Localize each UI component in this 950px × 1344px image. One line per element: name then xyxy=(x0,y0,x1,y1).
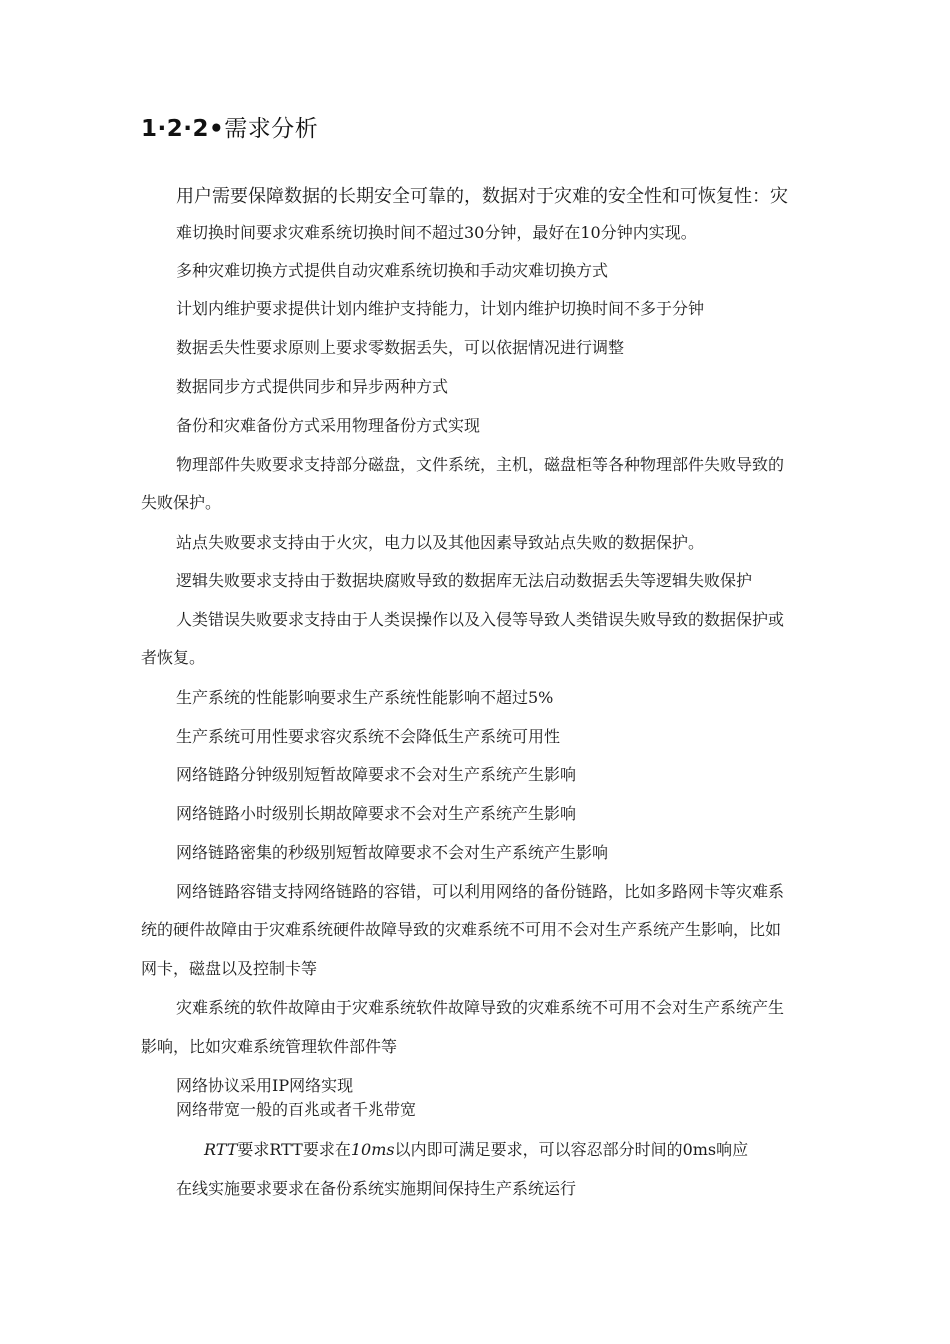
section-number: 1·2·2• xyxy=(141,116,225,142)
intro-paragraph: 用户需要保障数据的长期安全可靠的，数据对于灾难的安全性和可恢复性：灾 xyxy=(176,186,788,207)
paragraph-line: 网络协议采用IP网络实现 xyxy=(176,1076,354,1095)
paragraph-line: 物理部件失败要求支持部分磁盘，文件系统，主机，磁盘柜等各种物理部件失败导致的 xyxy=(176,455,785,474)
paragraph-line: 网络链路分钟级别短暂故障要求不会对生产系统产生影响 xyxy=(176,765,577,784)
rtt-text-2: 以内即可满足要求，可以容忍部分时间的0ms响应 xyxy=(394,1140,749,1159)
paragraph-line: 网卡，磁盘以及控制卡等 xyxy=(141,959,318,978)
paragraph-line: 数据丢失性要求原则上要求零数据丢失，可以依据情况进行调整 xyxy=(176,338,625,357)
paragraph-line: 网络链路密集的秒级别短暂故障要求不会对生产系统产生影响 xyxy=(176,843,609,862)
paragraph-line: 人类错误失败要求支持由于人类误操作以及入侵等导致人类错误失败导致的数据保护或 xyxy=(176,610,785,629)
rtt-text-1: 要求RTT要求在 xyxy=(237,1140,351,1159)
paragraph-line: 者恢复。 xyxy=(141,648,206,667)
paragraph-line-last: 在线实施要求要求在备份系统实施期间保持生产系统运行 xyxy=(176,1179,577,1198)
paragraph-line: 网络链路容错支持网络链路的容错，可以利用网络的备份链路，比如多路网卡等灾难系 xyxy=(176,882,785,901)
paragraph-line: 多种灾难切换方式提供自动灾难系统切换和手动灾难切换方式 xyxy=(176,261,609,280)
paragraph-line: 数据同步方式提供同步和异步两种方式 xyxy=(176,377,449,396)
section-heading xyxy=(141,110,318,143)
section-title: 需求分析 xyxy=(224,116,319,142)
paragraph-line: 计划内维护要求提供计划内维护支持能力，计划内维护切换时间不多于分钟 xyxy=(176,299,705,318)
paragraph-line: 难切换时间要求灾难系统切换时间不超过30分钟，最好在10分钟内实现。 xyxy=(176,223,697,242)
paragraph-line: 网络链路小时级别长期故障要求不会对生产系统产生影响 xyxy=(176,804,577,823)
paragraph-line: 生产系统的性能影响要求生产系统性能影响不超过5% xyxy=(176,688,554,707)
rtt-line xyxy=(204,1140,748,1160)
paragraph-line: 失败保护。 xyxy=(141,493,222,512)
paragraph-line: 备份和灾难备份方式采用物理备份方式实现 xyxy=(176,416,481,435)
paragraph-line: 逻辑失败要求支持由于数据块腐败导致的数据库无法启动数据丢失等逻辑失败保护 xyxy=(176,571,753,590)
paragraph-line: 灾难系统的软件故障由于灾难系统软件故障导致的灾难系统不可用不会对生产系统产生 xyxy=(176,998,785,1017)
paragraph-line: 站点失败要求支持由于火灾，电力以及其他因素导致站点失败的数据保护。 xyxy=(176,533,705,552)
paragraph-line: 网络带宽一般的百兆或者千兆带宽 xyxy=(176,1100,417,1119)
rtt-value: 10ms xyxy=(350,1140,395,1159)
paragraph-line: 生产系统可用性要求容灾系统不会降低生产系统可用性 xyxy=(176,727,561,746)
paragraph-line: 影响，比如灾难系统管理软件部件等 xyxy=(141,1037,398,1056)
rtt-label: RTT xyxy=(204,1140,238,1159)
paragraph-line: 统的硬件故障由于灾难系统硬件故障导致的灾难系统不可用不会对生产系统产生影响，比如 xyxy=(141,920,782,939)
